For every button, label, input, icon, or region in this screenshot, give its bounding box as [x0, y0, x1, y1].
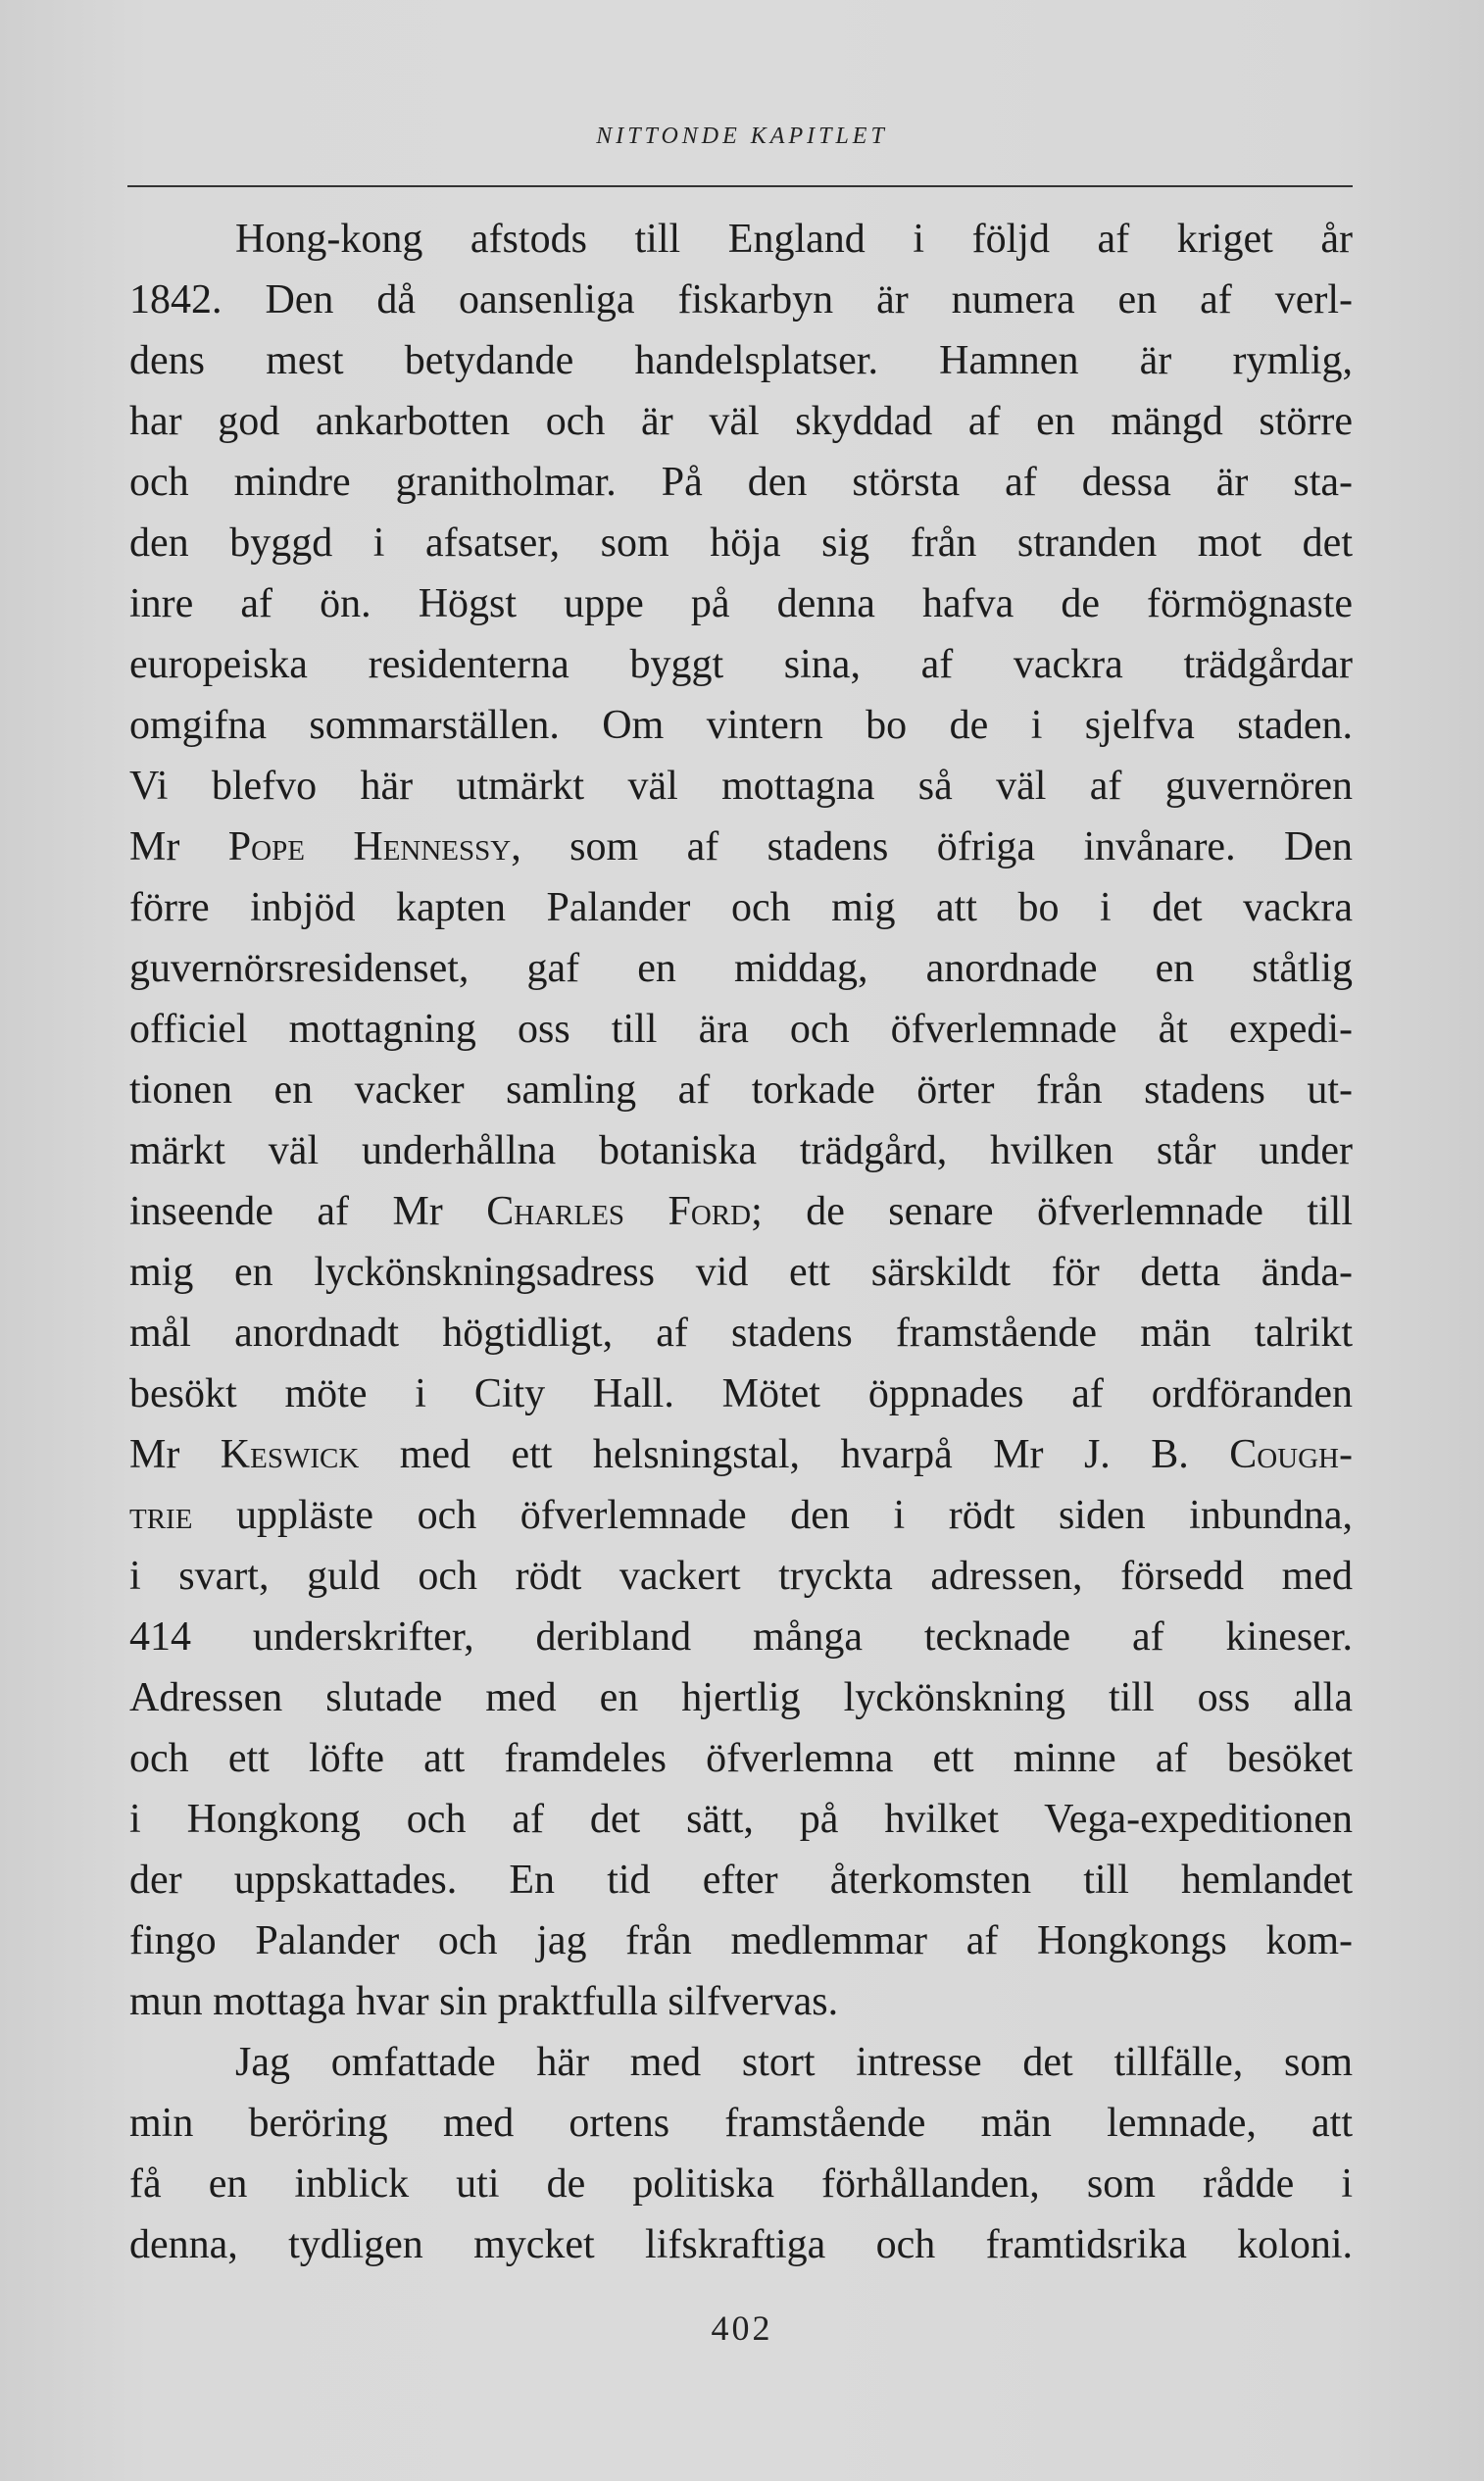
person-name: Charles Ford — [486, 1189, 752, 1234]
text-line: den byggd i afsatser, som höja sig från stranden mot det — [129, 521, 1353, 566]
text-line: Vi blefvo här utmärkt väl mottagna så väl af guvernören — [129, 764, 1353, 809]
text-line: inseende af Mr Charles Ford; de senare öfverlemnade till — [129, 1189, 1353, 1234]
text-line: 414 underskrifter, deribland många tecknade af kineser. — [129, 1614, 1353, 1660]
person-name: Cough- — [1229, 1432, 1353, 1477]
text-line: officiel mottagning oss till ära och öfverlemnade åt expedi- — [129, 1007, 1353, 1052]
header-rule — [127, 185, 1353, 187]
person-name: trie — [129, 1493, 193, 1538]
text-line: mun mottaga hvar sin praktfulla silfvervas. — [129, 1979, 839, 2024]
text-line: Hong-kong afstods till England i följd af kriget år — [235, 217, 1353, 262]
text-line: och mindre granitholmar. På den största af dessa är sta- — [129, 460, 1353, 505]
text-line: i svart, guld och rödt vackert tryckta adressen, försedd med — [129, 1554, 1353, 1599]
text-line: europeiska residenterna byggt sina, af vackra trädgårdar — [129, 642, 1353, 687]
text-line: min beröring med ortens framstående män lemnade, att — [129, 2101, 1353, 2146]
text-line: omgifna sommarställen. Om vintern bo de i sjelfva staden. — [129, 703, 1353, 748]
text-line: inre af ön. Högst uppe på denna hafva de förmögnaste — [129, 581, 1353, 626]
text-line: trie uppläste och öfverlemnade den i rödt siden inbundna, — [129, 1493, 1353, 1538]
text-line: besökt möte i City Hall. Mötet öppnades af ordföranden — [129, 1371, 1353, 1416]
text-line: i Hongkong och af det sätt, på hvilket Vega-expeditionen — [129, 1797, 1353, 1842]
text-line: få en inblick uti de politiska förhållanden, som rådde i — [129, 2161, 1353, 2207]
text-line: mål anordnadt högtidligt, af stadens framstående män talrikt — [129, 1311, 1353, 1356]
text-line: 1842. Den då oansenliga fiskarbyn är numera en af verl- — [129, 277, 1353, 323]
text-line: tionen en vacker samling af torkade örter från stadens ut- — [129, 1067, 1353, 1113]
body-text — [129, 209, 1353, 2275]
person-name: Keswick — [220, 1432, 360, 1477]
text-line: dens mest betydande handelsplatser. Hamnen är rymlig, — [129, 338, 1353, 383]
text-line: Adressen slutade med en hjertlig lyckönskning till oss alla — [129, 1675, 1353, 1720]
page-number: 402 — [711, 2308, 773, 2348]
person-name: Pope Hennessy — [227, 824, 512, 869]
text-line: förre inbjöd kapten Palander och mig att bo i det vackra — [129, 885, 1353, 930]
running-head: NITTONDE KAPITLET — [596, 124, 888, 149]
text-line: märkt väl underhållna botaniska trädgård, hvilken står under — [129, 1128, 1353, 1173]
text-line: fingo Palander och jag från medlemmar af Hongkongs kom- — [129, 1918, 1353, 1963]
text-line: Jag omfattade här med stort intresse det tillfälle, som — [235, 2040, 1353, 2085]
text-line: der uppskattades. En tid efter återkomsten till hemlandet — [129, 1858, 1353, 1903]
text-line: och ett löfte att framdeles öfverlemna ett minne af besöket — [129, 1736, 1353, 1781]
text-line: mig en lyckönskningsadress vid ett särskildt för detta ända- — [129, 1250, 1353, 1295]
text-line: Mr Keswick med ett helsningstal, hvarpå Mr J. B. Cough- — [129, 1432, 1353, 1477]
text-line: denna, tydligen mycket lifskraftiga och framtidsrika koloni. — [129, 2222, 1353, 2267]
text-line: har god ankarbotten och är väl skyddad af en mängd större — [129, 399, 1353, 444]
text-line: guvernörsresidenset, gaf en middag, anordnade en ståtlig — [129, 946, 1353, 991]
text-line: Mr Pope Hennessy, som af stadens öfriga invånare. Den — [129, 824, 1353, 869]
